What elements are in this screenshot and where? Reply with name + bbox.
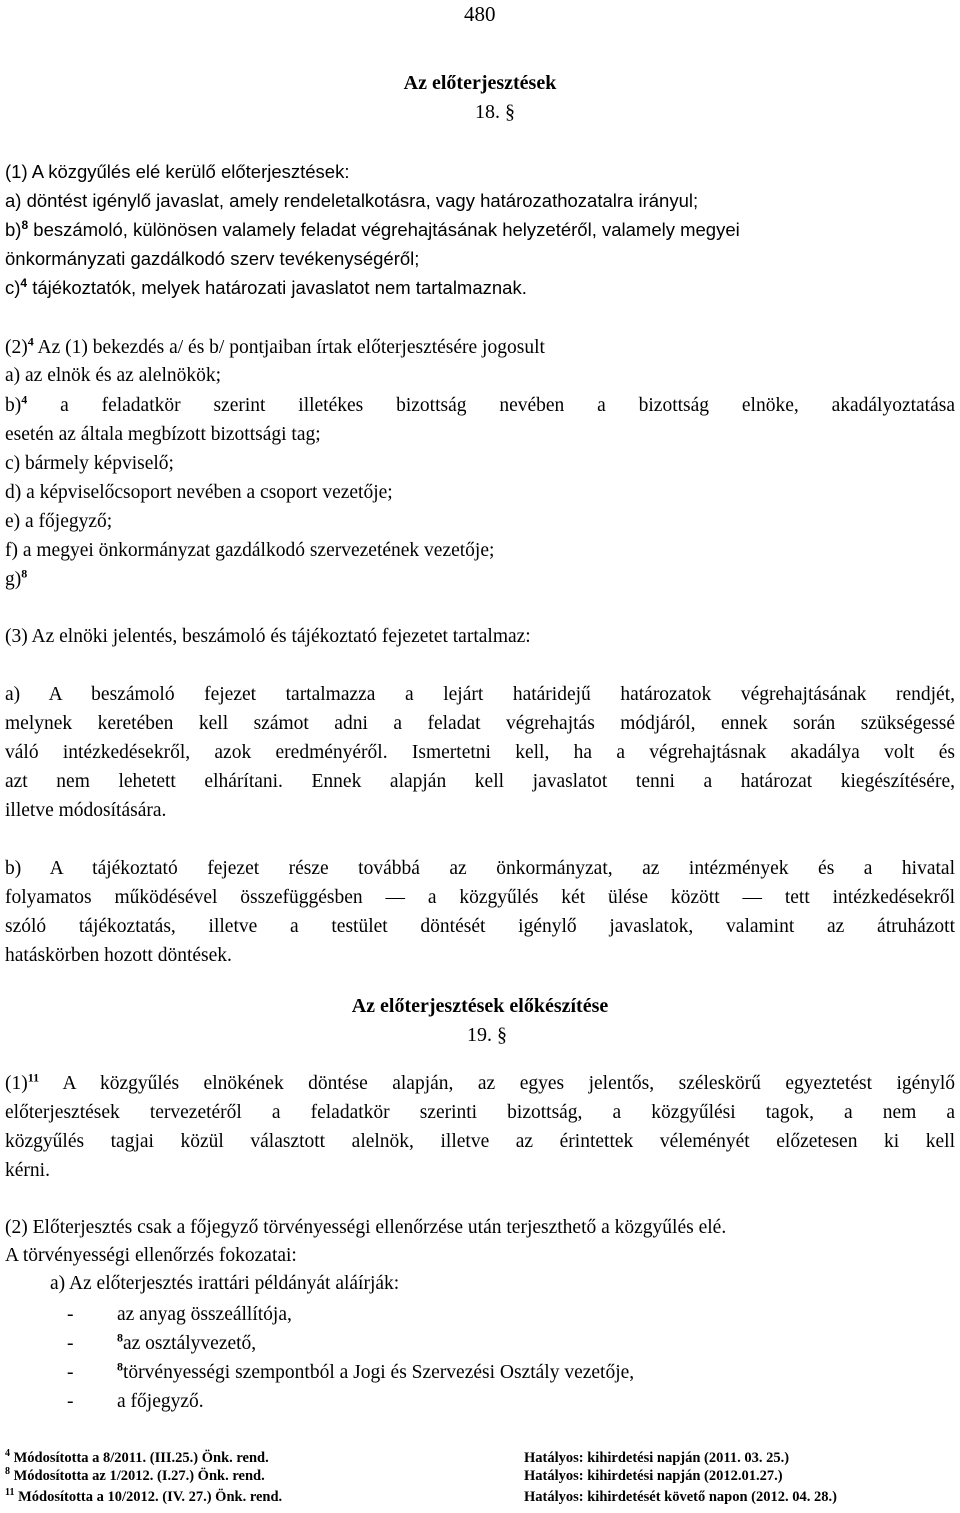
footnote-left: $^4$ Módosította a 8/2011. (III.25.) Önk. rend. xyxy=(5,1448,269,1466)
para3-b-line-4: hatáskörben hozott döntések. xyxy=(5,945,232,966)
para1-item-a: a) döntést igénylő javaslat, amely rendeletalkotásra, vagy határozathozatalra irányul; xyxy=(5,190,699,211)
para3-b-line-3: szóló tájékoztatás, illetve a testület döntését igénylő javaslatok, valamint az átruházott xyxy=(5,916,955,937)
section-19-title: Az előterjesztések előkészítése xyxy=(351,995,609,1017)
section-18-title: Az előterjesztések xyxy=(403,72,557,94)
footnote-right: Hatályos: kihirdetési napján (2011. 03. 25.) xyxy=(524,1450,790,1466)
para3-b-line-1: b) A tájékoztató fejezet része továbbá az önkormányzat, az intézmények és a hivatal xyxy=(5,858,955,879)
para2-item-e: e) a főjegyző; xyxy=(5,511,113,532)
para19-1-line-3: közgyűlés tagjai közül választott alelnök, illetve az érintettek véleményét előzetesen ki kell xyxy=(5,1131,955,1152)
para3-a-line-5: illetve módosítására. xyxy=(5,800,167,821)
footnote-right: Hatályos: kihirdetését követő napon (2012. 04. 28.) xyxy=(524,1489,837,1505)
para3-a-line-4: azt nem lehetett elhárítani. Ennek alapján kell javaslatot tenni a határozat kiegészítésére, xyxy=(5,771,955,792)
para1-item-b-cont: önkormányzati gazdálkodó szerv tevékenységéről; xyxy=(5,248,420,269)
para2-item-b-cont: esetén az általa megbízott bizottsági tag; xyxy=(5,424,321,445)
para2-item-d: d) a képviselőcsoport nevében a csoport vezetője; xyxy=(5,482,393,503)
signer-list-item: - xyxy=(67,1333,74,1354)
para2-item-a: a) az elnök és az alelnökök; xyxy=(5,365,222,386)
para19-2-item-a: a) Az előterjesztés irattári példányát aláírják: xyxy=(50,1273,400,1294)
para19-2-line-2: A törvényességi ellenőrzés fokozatai: xyxy=(5,1245,297,1266)
para1-item-b: b)$^8$ beszámoló, különösen valamely feladat végrehajtásának helyzetéről, valamely megyei xyxy=(5,217,740,240)
para3-a-line-2: melynek keretében kell számot adni a feladat végrehajtás módjáról, ennek során szükségessé xyxy=(5,713,955,734)
para19-2-line-1: (2) Előterjesztés csak a főjegyző törvényességi ellenőrzése után terjeszthető a közgyűlés elé. xyxy=(5,1217,727,1238)
para2-item-g: g)$^8$ xyxy=(5,566,28,590)
page-number: 480 xyxy=(464,2,496,26)
section-18-number: 18. § xyxy=(475,101,515,123)
footnote-left: $^8$ Módosította az 1/2012. (I.27.) Önk. rend. xyxy=(5,1466,265,1484)
para1-intro: (1) A közgyűlés elé kerülő előterjesztések: xyxy=(5,161,350,182)
footnote-left: $^{11}$ Módosította a 10/2012. (IV. 27.) Önk. rend. xyxy=(5,1487,283,1505)
para2-item-b: b)$^4$ a feladatkör szerint illetékes bizottság nevében a bizottság elnöke, akadályoztatása xyxy=(5,392,955,416)
footnote-right: Hatályos: kihirdetési napján (2012.01.27.) xyxy=(524,1468,783,1484)
signer-list-text: az anyag összeállítója, xyxy=(117,1304,292,1325)
signer-list-text: a főjegyző. xyxy=(117,1391,204,1412)
para2-intro: $(2)^4$ Az (1) bekezdés a/ és b/ pontjaiban írtak előterjesztésére jogosult xyxy=(5,334,545,358)
para3-b-line-2: folyamatos működésével összefüggésben — a közgyűlés két ülése között — tett intézkedésekről xyxy=(5,887,955,908)
para19-1-line-2: előterjesztések tervezetéről a feladatkör szerinti bizottság, a közgyűlési tagok, a nem a xyxy=(5,1102,955,1123)
para2-item-f: f) a megyei önkormányzat gazdálkodó szervezetének vezetője; xyxy=(5,540,495,561)
signer-list-item: - xyxy=(67,1362,74,1383)
signer-list-item: - xyxy=(67,1391,74,1412)
para2-item-c: c) bármely képviselő; xyxy=(5,453,174,474)
signer-list-item: - xyxy=(67,1304,74,1325)
para19-1-line-1: $(1)^{11}$ A közgyűlés elnökének döntése alapján, az egyes jelentős, széleskörű egyeztetést igénylő xyxy=(5,1070,955,1094)
section-19-number: 19. § xyxy=(467,1024,507,1046)
para19-1-line-4: kérni. xyxy=(5,1160,50,1181)
para1-item-c: c)$^4$ tájékoztatók, melyek határozati javaslatot nem tartalmaznak. xyxy=(5,275,527,298)
para3-a-line-3: váló intézkedésekről, azok eredményéről. Ismertetni kell, ha a végrehajtásnak akadálya volt és xyxy=(5,742,955,763)
para3-a-line-1: a) A beszámoló fejezet tartalmazza a lejárt határidejű határozatok végrehajtásának rendjét, xyxy=(5,684,955,705)
signer-list-text: $^8$az osztályvezető, xyxy=(117,1330,257,1354)
para3-intro: (3) Az elnöki jelentés, beszámoló és tájékoztató fejezetet tartalmaz: xyxy=(5,626,531,647)
signer-list-text: $^8$törvényességi szempontból a Jogi és Szervezési Osztály vezetője, xyxy=(117,1359,635,1383)
